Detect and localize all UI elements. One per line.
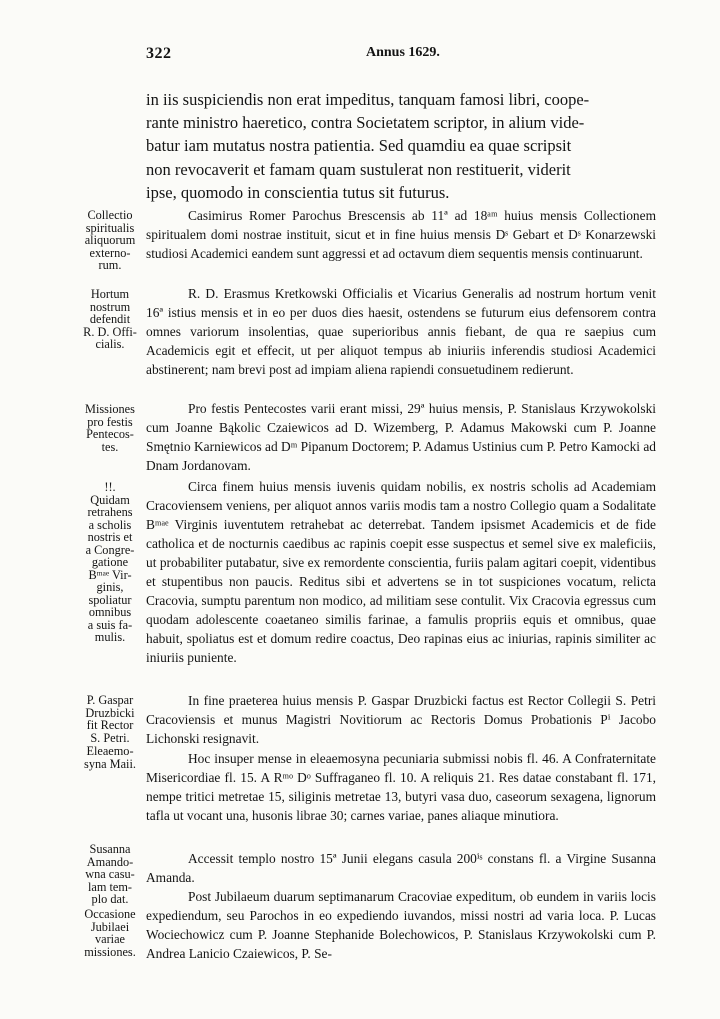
marginal-line: aliquorum [84, 233, 136, 247]
marginal-line: cialis. [95, 337, 125, 351]
marginal-note-missiones-pentecostes [78, 403, 142, 453]
marginal-line: Druzbicki [85, 705, 135, 720]
lead-line: rante ministro haeretico, contra Societatem scriptor, in alium vide- [146, 113, 585, 133]
marginal-line: plo dat. [91, 892, 129, 906]
marginal-line: externo- [89, 245, 131, 260]
marginal-note-susanna [78, 843, 142, 906]
marginal-line: Bᵐᵃᵉ Vir- [88, 567, 132, 582]
marginal-line: spiritualis [85, 220, 135, 235]
marginal-line: lam tem- [87, 879, 133, 894]
marginal-line: Collectio [87, 208, 133, 222]
marginal-line: missiones. [84, 944, 136, 959]
marginal-line: retrahens [87, 505, 133, 519]
paragraph-hortum: R. D. Erasmus Kretkowski Officialis et Vicarius Generalis ad nostrum hortum venit 16ª istius mensis et in eo per duos dies haesit, ostendens se futurum eius defensorem contra omnes variorum insolentias, quae superioribus annis fiebant, de qua re saepius cum Academicis egit et effecit, ut per aliquot tempus ab iniuriis inferendis studiosi Academici abstinerent; nam brevi post ad impiam aliena rapiendi consuetudinem redierunt. [146, 286, 656, 378]
paragraph-eleaemosyna: Hoc insuper mense in eleaemosyna pecuniaria submissi nobis fl. 46. A Confraternitate Misericordiae fl. 15. A Rᵐᵒ Dᵒ Suffraganeo fl. 10. A reliquis 21. Res datae constabant fl. 171, nempe tritici metretae 15, siliginis metretae 13, butyri vasa duo, caseorum sexagena, lignorum tafla ut vocant una, husonis librae 30; carnes variae, panes aliaque minutiora. [146, 751, 656, 824]
marginal-note-druzbicki [78, 694, 142, 744]
marginal-line: a Congre- [85, 542, 135, 557]
marginal-line: Occasione [84, 907, 136, 921]
marginal-line: R. D. Offi- [83, 324, 137, 339]
marginal-note-quidam-retrahens [78, 481, 142, 644]
marginal-note-jubilaei [78, 908, 142, 958]
marginal-line: spoliatur [88, 592, 132, 607]
paragraph-susanna: Accessit templo nostro 15ª Junii elegans casula 200ⁱˢ constans fl. a Virgine Susanna Amanda. [146, 851, 656, 886]
marginal-line: rum. [98, 258, 122, 272]
marginal-line: Amando- [86, 854, 134, 869]
lead-line: ipse, quomodo in conscientia tutus sit futurus. [146, 182, 450, 202]
marginal-line: Eleaemo- [86, 744, 134, 758]
marginal-line: wna casu- [85, 867, 135, 881]
marginal-line: ginis, [96, 580, 124, 594]
marginal-line: Missiones [85, 402, 135, 416]
marginal-line: a scholis [88, 517, 132, 532]
page-number: 322 [146, 45, 172, 62]
marginal-line: syna Maii. [84, 756, 136, 771]
lead-line: in iis suspiciendis non erat impeditus, tanquam famosi libri, coope- [146, 90, 590, 109]
marginal-line: tes. [101, 439, 119, 454]
paragraph-collectio: Casimirus Romer Parochus Brescensis ab 11ª ad 18ᵃᵐ huius mensis Collectionem spiritualem domi nostrae instituit, sicut et in fine huius mensis Dˢ Gebart et Dˢ Konarzewski studiosi Academici eandem sunt aggressi et ad octavum diem sequentis mensis continuarunt. [146, 208, 656, 262]
lead-line: batur iam mutatus nostra patientia. Sed quamdiu ea quae scripsit [146, 136, 572, 156]
marginal-line: defendit [89, 312, 131, 326]
marginal-line: S. Petri. [90, 730, 130, 745]
marginal-line: variae [94, 932, 126, 946]
marginal-line: !!. [104, 480, 116, 494]
marginal-line: nostris et [87, 530, 133, 544]
running-head: Annus 1629. [366, 45, 440, 60]
paragraph-druzbicki: In fine praeterea huius mensis P. Gaspar Druzbicki factus est Rector Collegii S. Petri Cracoviensis et munus Magistri Novitiorum ac Rectoris Domus Probationis Pⁱ Jacobo Lichonski resignavit. [146, 693, 656, 747]
marginal-line: Jubilaei [90, 919, 130, 934]
marginal-line: gatione [91, 555, 129, 569]
marginal-line: omnibus [88, 605, 132, 619]
paragraph-missiones-pentecostes: Pro festis Pentecostes varii erant missi, 29ª huius mensis, P. Stanislaus Krzywokolski cum Joanne Bąkolic Czaiewicos ad D. Wizemberg, P. Adamus Makowski cum P. Joanne Smętnio Karniewicos ad Dᵐ Pipanum Doctorem; P. Adamus Ustinius cum P. Petro Kamocki ad Dnam Jordanovam. [146, 401, 656, 474]
paragraph-quidam-retrahens: Circa finem huius mensis iuvenis quidam nobilis, ex nostris scholis ad Academiam Cracoviensem veniens, per aliquot annos variis modis tam a nostro Collegio quam a Sodalitate Bᵐᵃᵉ Virginis iuventutem retrahebat ac deterrebat. Tandem ipsismet Academicis et de fide catholica et de nocturnis caedibus ac rapinis coepit esse suspectus et semel sive ex maleficiis, ut probabiliter putabatur, sive ex remordente conscientia, furiis palam agitari coepit, videntibus et stupentibus non paucis. Reditus sibi et advertens se in tot suspiciones vocatum, relicta Cracovia, sumptu parentum non modico, ad militiam sese contulit. Vix Cracovia egressus cum quodam adolescente coaetaneo similis farinae, a famulis propriis equis et omnibus, quae habuit, spoliatus est et domum redire coactus, Deo rapinas eius ac iniurias, rapinis similiter ac iniuriis puniente. [146, 479, 656, 666]
marginal-line: Pentecos- [86, 427, 134, 441]
marginal-line: Susanna [89, 842, 131, 856]
marginal-line: pro festis [87, 414, 133, 429]
marginal-line: Hortum [90, 287, 130, 301]
marginal-line: P. Gaspar [86, 693, 134, 707]
marginal-line: nostrum [89, 299, 131, 314]
paragraph-jubilaei: Post Jubilaeum duarum septimanarum Cracoviae expeditum, ob eundem in variis locis expediendum, seu Parochos in eo expediendo iuvandos, missi nostri ad varia loca. P. Lucas Wociechowicz cum P. Joanne Stephanide Bolechowicos, P. Stanislaus Krzywokolski cum P. Andrea Lanicio Czaiewicos, P. Se- [146, 889, 656, 962]
lead-paragraph [146, 88, 656, 204]
marginal-line: a suis fa- [87, 617, 133, 632]
marginal-note-hortum [78, 288, 142, 351]
marginal-note-collectio [78, 209, 142, 272]
marginal-line: mulis. [94, 630, 126, 644]
marginal-line: Quidam [90, 492, 130, 507]
lead-line: non revocaverit et famam quam sustulerat non restituerit, viderit [146, 159, 571, 179]
page-header [0, 45, 720, 67]
marginal-note-eleaemosyna [78, 745, 142, 770]
marginal-line: fit Rector [86, 718, 134, 732]
